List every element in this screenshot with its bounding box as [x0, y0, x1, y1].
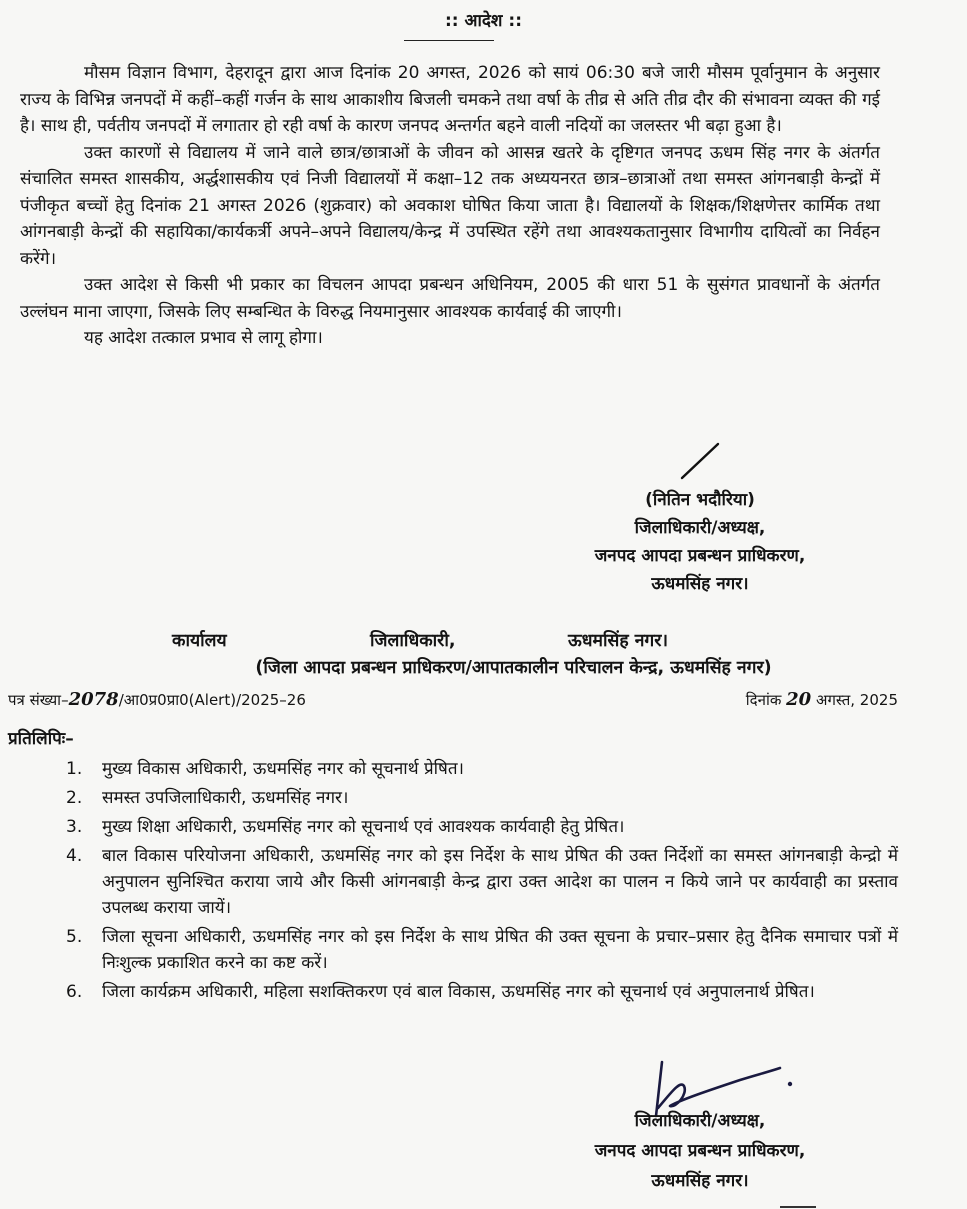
letter-number-handwritten: 2078 — [68, 689, 119, 710]
list-item-number: 5. — [66, 927, 83, 947]
signatory-name: (नितिन भदौरिया) — [645, 490, 755, 510]
office-place: ऊधमसिंह नगर। — [568, 631, 669, 651]
list-item-text: बाल विकास परियोजना अधिकारी, ऊधमसिंह नगर को इस निर्देश के साथ प्रेषित की उक्त निर्देशों का समस्त आंगनबाड़ी केन्द्रो में अनुपालन सुनिश्चित कराया जाये और किसी आंगनबाड़ी केन्द्र द्वारा उक्त आदेश का पालन न किये जाने पर कार्यवाही का प्रस्ताव उपलब्ध कराया जायें। — [102, 846, 898, 918]
date-prefix: दिनांक — [745, 691, 782, 709]
signature-block-copy — [520, 1106, 880, 1196]
letter-date — [746, 688, 898, 712]
office-designation: जिलाधिकारी, — [370, 631, 456, 651]
signatory-designation: जिलाधिकारी/अध्यक्ष, — [634, 518, 766, 538]
signatory-authority: जनपद आपदा प्रबन्धन प्राधिकरण, — [594, 1141, 806, 1161]
list-item-number: 4. — [66, 846, 83, 866]
letter-number-suffix: /आ0प्र0प्रा0(Alert)/2025–26 — [118, 691, 306, 709]
signature-tick-mark — [674, 440, 724, 480]
date-rest: अगस्त, 2025 — [815, 691, 898, 709]
heading-underline — [404, 40, 494, 41]
signatory-authority: जनपद आपदा प्रबन्धन प्राधिकरण, — [594, 546, 806, 566]
copy-to-label: प्रतिलिपिः– — [8, 729, 74, 749]
office-word: कार्यालय — [172, 631, 227, 651]
paragraph-violation: उक्त आदेश से किसी भी प्रकार का विचलन आपदा प्रबन्धन अधिनियम, 2005 की धारा 51 के सुसंगत प्रावधानों के अंतर्गत उल्लंघन माना जाएगा, जिसके लिए सम्बन्धित के विरुद्ध नियमानुसार आवश्यक कार्यवाई की जाएगी। — [20, 275, 880, 322]
list-item-number: 2. — [66, 788, 83, 808]
office-title-line — [0, 628, 967, 655]
list-item — [66, 924, 898, 976]
paragraph-effective: यह आदेश तत्काल प्रभाव से लागू होगा। — [84, 328, 323, 348]
letter-number — [8, 688, 306, 712]
signature-block-primary — [520, 486, 880, 598]
list-item-number: 6. — [66, 982, 83, 1002]
paragraph-holiday: उक्त कारणों से विद्यालय में जाने वाले छात्र/छात्राओं के जीवन को आसन्न खतरे के दृष्टिगत जनपद ऊधम सिंह नगर के अंतर्गत संचालित समस्त शासकीय, अर्द्धशासकीय एवं निजी विद्यालयों में कक्षा–12 तक अध्ययनरत छात्र–छात्राओं तथा समस्त आंगनबाड़ी केन्द्रों में पंजीकृत बच्चों हेतु दिनांक 21 अगस्त 2026 (शुक्रवार) को अवकाश घोषित किया जाता है। विद्यालयों के शिक्षक/शिक्षणेत्तर कार्मिक तथा आंगनबाड़ी केन्द्रों की सहायिका/कार्यकर्त्री अपने–अपने विद्यालय/केन्द्र में उपस्थित रहेंगे तथा आवश्यकतानुसार विभागीय दायित्वों का निर्वहन करेंगे। — [20, 142, 880, 269]
list-item — [66, 843, 898, 921]
signatory-place: ऊधमसिंह नगर। — [651, 574, 749, 594]
order-body — [20, 60, 880, 352]
list-item-number: 3. — [66, 817, 83, 837]
signatory-designation: जिलाधिकारी/अध्यक्ष, — [634, 1111, 766, 1131]
list-item-text: मुख्य शिक्षा अधिकारी, ऊधमसिंह नगर को सूचनार्थ एवं आवश्यक कार्यवाही हेतु प्रेषित। — [102, 817, 625, 837]
list-item-text: जिला सूचना अधिकारी, ऊधमसिंह नगर को इस निर्देश के साथ प्रेषित की उक्त सूचना के प्रचार–प्रसार हेतु दैनिक समाचार पत्रों में निःशुल्क प्रकाशित करने का कष्ट करें। — [102, 927, 898, 973]
list-item-text: समस्त उपजिलाधिकारी, ऊधमसिंह नगर। — [102, 788, 349, 808]
list-item — [66, 785, 898, 811]
signatory-place: ऊधमसिंह नगर। — [651, 1171, 749, 1191]
office-header — [0, 628, 967, 682]
list-item — [66, 814, 898, 840]
list-item — [66, 979, 898, 1005]
list-item — [66, 756, 898, 782]
office-subtitle: (जिला आपदा प्रबन्धन प्राधिकरण/आपातकालीन परिचालन केन्द्र, ऊधमसिंह नगर) — [255, 658, 772, 678]
copy-to-list — [66, 756, 898, 1008]
paragraph-weather: मौसम विज्ञान विभाग, देहरादून द्वारा आज दिनांक 20 अगस्त, 2026 को सायं 06:30 बजे जारी मौसम पूर्वानुमान के अनुसार राज्य के विभिन्न जनपदों में कहीं–कहीं गर्जन के साथ आकाशीय बिजली चमकने तथा वर्षा के तीव्र से अति तीव्र दौर की संभावना व्यक्त की गई है। साथ ही, पर्वतीय जनपदों में लगातार हो रही वर्षा के कारण जनपद अन्तर्गत बहने वाली नदियों का जलस्तर भी बढ़ा हुआ है। — [20, 63, 880, 136]
reference-line — [8, 688, 898, 712]
list-item-text: मुख्य विकास अधिकारी, ऊधमसिंह नगर को सूचनार्थ प्रेषित। — [102, 759, 464, 779]
date-day-handwritten: 20 — [786, 689, 812, 710]
letter-number-prefix: पत्र संख्या– — [8, 691, 69, 709]
order-heading: :: आदेश :: — [445, 11, 522, 31]
list-item-text: जिला कार्यक्रम अधिकारी, महिला सशक्तिकरण एवं बाल विकास, ऊधमसिंह नगर को सूचनार्थ एवं अनुपालनार्थ प्रेषित। — [102, 982, 815, 1002]
list-item-number: 1. — [66, 759, 83, 779]
footer-rule — [780, 1206, 816, 1208]
